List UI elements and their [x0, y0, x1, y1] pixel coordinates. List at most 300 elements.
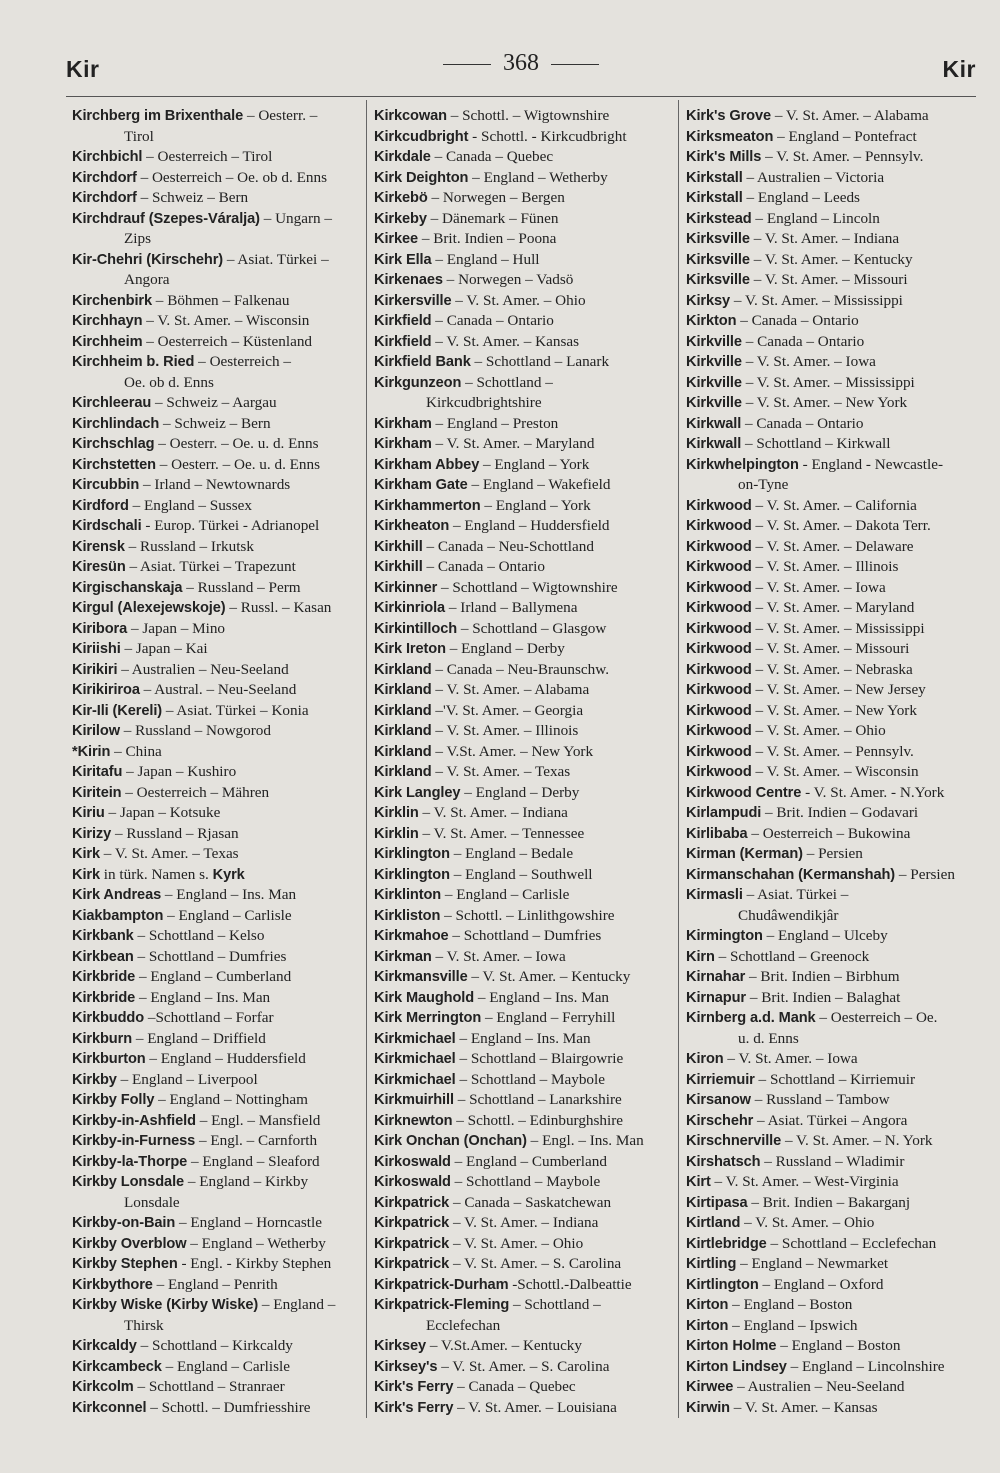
entry-place-name: Kirn — [686, 948, 715, 965]
entry-place-name: Kirlibaba — [686, 825, 748, 842]
entry-location: – V. St. Amer. – Wisconsin — [751, 763, 919, 780]
entry-location: – V. St. Amer. – Kentucky — [467, 968, 631, 985]
gazetteer-entry — [686, 106, 976, 127]
entry-place-name: Kirkby — [72, 1071, 117, 1088]
entry-location: – V. St. Amer. – New Jersey — [751, 681, 926, 698]
entry-place-name: Kirkby-in-Ashfield — [72, 1112, 196, 1129]
entry-location: – England – Cumberland — [450, 1152, 607, 1170]
entry-place-name: Kirwee — [686, 1379, 734, 1395]
column-separator — [678, 100, 679, 1418]
entry-location: – Asiat. Türkei – Angora — [753, 1111, 908, 1129]
entry-place-name: Kirkhill — [374, 538, 423, 555]
entry-place-name: Kirkcolm — [72, 1379, 134, 1395]
entry-location: – England – York — [479, 455, 590, 473]
header-right-keyword: Kir — [942, 56, 976, 82]
entry-location: – Schottland – Maybole — [455, 1070, 605, 1088]
entry-place-name: Kirtlington — [686, 1276, 759, 1293]
entry-place-name: Kirkpatrick — [374, 1194, 450, 1211]
gazetteer-entry — [72, 1029, 362, 1050]
entry-place-name: Kirkwood — [686, 682, 752, 698]
entry-location: – Oesterreich – Bukowina — [747, 824, 911, 842]
gazetteer-entry — [72, 393, 362, 414]
entry-place-name: Kirilow — [72, 723, 120, 739]
gazetteer-entry — [72, 332, 362, 353]
gazetteer-entry — [686, 557, 976, 578]
entry-location: – V. St. Amer. – S. Carolina — [449, 1255, 622, 1272]
entry-location: – Oesterr. – Oe. u. d. Enns — [154, 435, 319, 452]
gazetteer-entry — [72, 250, 362, 271]
entry-place-name: Kirkmuirhill — [374, 1092, 454, 1108]
gazetteer-entry — [72, 926, 362, 947]
gazetteer-entry — [686, 209, 976, 230]
gazetteer-entry — [686, 373, 976, 394]
entry-place-name: Kirchberg im Brixenthale — [72, 108, 244, 124]
gazetteer-entry — [686, 1111, 976, 1132]
entry-place-name: Kirikiriroa — [72, 682, 140, 698]
entry-place-name: Kirkwood — [686, 497, 752, 514]
gazetteer-entry — [72, 1234, 362, 1255]
entry-place-name: Kirkville — [686, 354, 742, 370]
entry-location: – England – Sussex — [128, 496, 252, 514]
gazetteer-entry — [374, 926, 674, 947]
entry-location: – V. St. Amer. – Missouri — [749, 271, 908, 288]
gazetteer-entry — [686, 291, 976, 312]
gazetteer-entry — [686, 803, 976, 824]
entry-continuation: Oe. ob d. Enns — [124, 373, 214, 391]
gazetteer-entry — [72, 455, 362, 476]
entry-location: – England – Carlisle — [441, 886, 570, 903]
entry-place-name: Kirkburton — [72, 1051, 146, 1067]
gazetteer-entry — [72, 1295, 362, 1316]
entry-place-name: Kirksville — [686, 272, 750, 288]
entry-location: – Norwegen – Vadsö — [442, 271, 574, 288]
entry-place-name: Kirkfield Bank — [374, 354, 471, 370]
entry-place-name: Kirkbride — [72, 989, 136, 1006]
gazetteer-entry — [374, 783, 674, 804]
entry-place-name: Kirk Langley — [374, 784, 461, 801]
gazetteer-entry — [72, 906, 362, 927]
entry-place-name: Kiritein — [72, 784, 122, 801]
entry-location: – Persien — [895, 865, 955, 883]
gazetteer-entry — [686, 701, 976, 722]
entry-place-name: Kirkham — [374, 436, 432, 452]
entry-place-name: Kiresün — [72, 559, 126, 575]
entry-place-name: Kirkham — [374, 415, 432, 432]
gazetteer-entry — [374, 414, 674, 435]
gazetteer-entry — [686, 455, 976, 476]
entry-location: – England – Lincolnshire — [786, 1357, 945, 1375]
entry-location: – Brit. Indien – Bakarganj — [747, 1193, 911, 1211]
entry-place-name: Kirchbichl — [72, 149, 143, 165]
entry-place-name: Kirschehr — [686, 1112, 754, 1129]
entry-location: – England – Nottingham — [154, 1091, 308, 1108]
entry-location: – V. St. Amer. – Illinois — [751, 558, 899, 575]
entry-place-name: Kirchschlag — [72, 436, 155, 452]
entry-location: – V. St. Amer. – Iowa — [723, 1050, 858, 1067]
entry-place-name: Kirton Holme — [686, 1338, 777, 1354]
entry-location: – England – Wetherby — [186, 1234, 326, 1252]
gazetteer-entry — [686, 1295, 976, 1316]
entry-location: –'V. St. Amer. – Georgia — [431, 701, 584, 719]
gazetteer-entry — [72, 660, 362, 681]
entry-location: - England - Newcastle- — [798, 455, 944, 473]
entry-location: – Asiat. Türkei – Konia — [162, 701, 309, 719]
entry-location: – V. St. Amer. – Wisconsin — [142, 312, 310, 329]
entry-place-name: Kirschnerville — [686, 1133, 782, 1149]
entry-place-name: Kirkcambeck — [72, 1358, 162, 1375]
entry-place-name: Kirkbride — [72, 969, 136, 985]
gazetteer-entry — [686, 947, 976, 968]
gazetteer-entry — [686, 168, 976, 189]
gazetteer-entry — [374, 578, 674, 599]
gazetteer-entry — [374, 455, 674, 476]
entry-location: – Schottland – — [461, 373, 553, 391]
gazetteer-entry — [686, 865, 976, 886]
entry-place-name: Kirkfield — [374, 333, 432, 350]
entry-place-name: Kirksey — [374, 1338, 427, 1354]
entry-place-name: Kirmington — [686, 928, 763, 944]
entry-place-name: Kirwin — [686, 1399, 730, 1416]
entry-place-name: Kirchhayn — [72, 313, 143, 329]
entry-place-name: Kirkwood — [686, 661, 752, 678]
entry-place-name: Kirkwall — [686, 436, 742, 452]
entry-place-name: Kirkwall — [686, 415, 742, 432]
gazetteer-entry — [686, 926, 976, 947]
gazetteer-entry — [72, 1357, 362, 1378]
entry-place-name: Kirkville — [686, 333, 742, 350]
entry-place-name: Kirksmeaton — [686, 128, 774, 145]
gazetteer-entry — [72, 1377, 362, 1398]
entry-place-name: Kirchheim — [72, 333, 143, 350]
gazetteer-entry — [72, 680, 362, 701]
entry-place-name: Kirk — [72, 866, 100, 883]
gazetteer-entry — [374, 127, 674, 148]
entry-location: – Oesterreich – Oe. ob d. Enns — [136, 168, 327, 186]
entry-location: – Schottland – Greenock — [714, 947, 870, 965]
entry-place-name: Kirchdorf — [72, 190, 137, 206]
gazetteer-entry — [686, 1398, 976, 1419]
entry-location: – Schottl. – Dumfriesshire — [146, 1398, 311, 1416]
entry-place-name: Kirmanschahan (Kermanshah) — [686, 866, 896, 883]
entry-location: – Canada – Ontario — [431, 312, 554, 329]
entry-place-name: Kirkbuddo — [72, 1010, 145, 1026]
gazetteer-entry — [686, 393, 976, 414]
gazetteer-entry — [686, 1275, 976, 1296]
entry-location: – Canada – Ontario — [741, 414, 864, 432]
gazetteer-entry — [686, 1193, 976, 1214]
header-dash-right — [551, 64, 599, 65]
gazetteer-entry — [686, 885, 976, 906]
entry-place-name: Kirkwhelpington — [686, 456, 799, 473]
entry-place-name: Kirtland — [686, 1215, 741, 1231]
gazetteer-entry — [686, 270, 976, 291]
entry-place-name: Kirkland — [374, 723, 432, 739]
gazetteer-entry — [374, 1254, 674, 1275]
entry-location: – V. St. Amer. – Missouri — [751, 640, 910, 657]
entry-location: – V. St. Amer. – Iowa — [751, 578, 886, 596]
entry-place-name: Kirnahar — [686, 969, 746, 985]
entry-location: – England – Ins. Man — [474, 988, 610, 1006]
entry-location: – England – Boston — [776, 1337, 901, 1354]
entry-location: – Russland – Perm — [182, 578, 301, 596]
gazetteer-entry — [374, 639, 674, 660]
entry-location: – V. St. Amer. – Iowa — [431, 947, 566, 965]
entry-place-name: Kirkinner — [374, 579, 438, 596]
gazetteer-entry — [374, 598, 674, 619]
entry-place-name: Kirk Merrington — [374, 1010, 482, 1026]
entry-place-name: Kirkheaton — [374, 518, 450, 534]
entry-location: – England – — [258, 1296, 336, 1313]
entry-place-name: Kirkby Lonsdale — [72, 1174, 185, 1190]
entry-continuation: Ecclefechan — [426, 1316, 501, 1334]
entry-place-name: Kirkersville — [374, 292, 452, 309]
entry-location: – Oesterreich – Küstenland — [142, 332, 313, 350]
entry-location: - Schottl. - Kirkcudbright — [468, 127, 627, 145]
gazetteer-entry — [686, 496, 976, 517]
gazetteer-entry — [374, 1111, 674, 1132]
gazetteer-entry — [72, 209, 362, 230]
gazetteer-entry — [374, 475, 674, 496]
entry-location: – V. St. Amer. – Texas — [100, 845, 239, 862]
entry-place-name: Kirkton — [686, 313, 737, 329]
entry-cross-reference: Kyrk — [212, 866, 245, 883]
gazetteer-entry — [72, 311, 362, 332]
entry-location: – V. St. Amer. – West-Virginia — [710, 1173, 899, 1190]
entry-location: – Australien – Neu-Seeland — [117, 660, 289, 678]
entry-location: – V. St. Amer. – N. York — [781, 1132, 933, 1149]
entry-location: – V. St. Amer. – Alabama — [771, 107, 929, 124]
entry-location: – Engl. – Ins. Man — [526, 1132, 644, 1149]
gazetteer-entry — [686, 1234, 976, 1255]
gazetteer-entry — [72, 557, 362, 578]
gazetteer-entry — [72, 947, 362, 968]
entry-place-name: Kirkwood — [686, 723, 752, 739]
entry-place-name: Kirkfield — [374, 313, 432, 329]
entry-location: – Japan – Kushiro — [122, 763, 237, 780]
gazetteer-entry — [374, 188, 674, 209]
entry-location: – V. St. Amer. – Ohio — [751, 722, 886, 739]
entry-place-name: *Kirin — [72, 743, 111, 760]
gazetteer-entry — [374, 906, 674, 927]
entry-place-name: Kirkmahoe — [374, 928, 449, 944]
gazetteer-entry — [374, 209, 674, 230]
gazetteer-entry — [72, 762, 362, 783]
gazetteer-entry — [72, 516, 362, 537]
entry-continuation: on-Tyne — [738, 476, 789, 493]
gazetteer-entry — [686, 1336, 976, 1357]
entry-location: – Asiat. Türkei – — [223, 250, 329, 268]
gazetteer-entry — [374, 1172, 674, 1193]
entry-location: – Brit. Indien – Balaghat — [746, 988, 901, 1006]
entry-place-name: Kirkoswald — [374, 1174, 451, 1190]
entry-location: – England – Preston — [431, 414, 559, 432]
entry-location: – Canada – Ontario — [741, 332, 865, 350]
entry-location: – England – Derby — [460, 783, 580, 801]
entry-location: – V. St. Amer. – Indiana — [449, 1214, 599, 1231]
entry-location: – Russl. – Kasan — [225, 599, 332, 616]
gazetteer-entry — [374, 537, 674, 558]
entry-place-name: Kirkpatrick — [374, 1235, 450, 1252]
entry-place-name: Kirkwood — [686, 743, 752, 760]
entry-location: – Brit. Indien – Birbhum — [745, 968, 900, 985]
gazetteer-entry — [686, 1357, 976, 1378]
gazetteer-entry — [72, 147, 362, 168]
entry-place-name: Kirkpatrick-Fleming — [374, 1297, 510, 1313]
entry-place-name: Kirksville — [686, 231, 750, 247]
entry-place-name: Kirtlebridge — [686, 1235, 767, 1252]
entry-continuation: Tirol — [124, 127, 154, 145]
gazetteer-entry — [72, 1070, 362, 1091]
gazetteer-entry — [72, 967, 362, 988]
gazetteer-entry — [72, 475, 362, 496]
entry-location: – England – Derby — [445, 640, 565, 657]
gazetteer-entry — [374, 844, 674, 865]
entry-location: –Schottland – Forfar — [144, 1009, 274, 1026]
entry-place-name: Kirkby-on-Bain — [72, 1215, 176, 1231]
gazetteer-entry — [686, 598, 976, 619]
gazetteer-entry — [72, 1398, 362, 1419]
entry-place-name: Kirchdrauf (Szepes-Váralja) — [72, 210, 260, 227]
gazetteer-entry — [72, 414, 362, 435]
entry-location: – V. St. Amer. – Pennsylv. — [761, 148, 924, 165]
gazetteer-entry — [686, 147, 976, 168]
entry-location: - Europ. Türkei - Adrianopel — [141, 517, 320, 534]
entry-place-name: Kirikiri — [72, 661, 118, 678]
gazetteer-entry — [72, 434, 362, 455]
entry-place-name: Kirchstetten — [72, 456, 156, 473]
gazetteer-entry — [72, 824, 362, 845]
page-header — [66, 50, 976, 86]
entry-location: – England – Ipswich — [728, 1316, 858, 1334]
entry-location: – V. St. Amer. – Alabama — [431, 681, 590, 698]
entry-location: – England – Penrith — [152, 1275, 278, 1293]
entry-location: – V. St. Amer. – Tennessee — [418, 824, 585, 842]
gazetteer-entry — [686, 783, 976, 804]
entry-location: – Canada – Ontario — [422, 558, 545, 575]
entry-location: – V. St. Amer. – Maryland — [431, 435, 595, 452]
entry-place-name: Kirk Deighton — [374, 169, 469, 186]
gazetteer-entry — [374, 291, 674, 312]
entry-location: – England – Oxford — [758, 1275, 884, 1293]
entry-place-name: Kirkwood — [686, 702, 752, 719]
entry-place-name: Kirkconnel — [72, 1399, 147, 1416]
entry-location: – V. St. Amer. – Dakota Terr. — [751, 517, 931, 534]
gazetteer-entry — [374, 1049, 674, 1070]
entry-location: – Russland – Wladimir — [760, 1152, 905, 1170]
entry-place-name: Kirkhammerton — [374, 497, 481, 514]
entry-location: – Schweiz – Bern — [159, 414, 271, 432]
gazetteer-entry — [686, 639, 976, 660]
entry-place-name: Kirkpatrick — [374, 1215, 450, 1231]
entry-place-name: Kirkwood — [686, 600, 752, 616]
gazetteer-entry — [72, 701, 362, 722]
gazetteer-entry — [72, 865, 362, 886]
gazetteer-entry — [374, 885, 674, 906]
gazetteer-entry — [374, 250, 674, 271]
gazetteer-entry — [686, 311, 976, 332]
gazetteer-entry — [686, 332, 976, 353]
entry-place-name: Kirchleerau — [72, 395, 152, 411]
entry-place-name: Kirman (Kerman) — [686, 846, 803, 862]
entry-place-name: Kirkee — [374, 231, 419, 247]
entry-location: – V. St. Amer. – Nebraska — [751, 660, 913, 678]
gazetteer-entry — [686, 127, 976, 148]
entry-location: – Schottl. – Linlithgowshire — [440, 906, 615, 924]
entry-location: – Asiat. Türkei – — [742, 886, 849, 903]
gazetteer-entry — [686, 1316, 976, 1337]
gazetteer-entry — [686, 824, 976, 845]
entry-location: – Canada – Saskatchewan — [449, 1193, 612, 1211]
gazetteer-entry — [374, 1090, 674, 1111]
gazetteer-entry — [686, 1131, 976, 1152]
entry-location: – Schottland – Lanarkshire — [453, 1091, 622, 1108]
entry-location: – Schottland – Kirriemuir — [754, 1070, 916, 1088]
entry-location: – Brit. Indien – Poona — [418, 230, 557, 247]
entry-continuation: Lonsdale — [124, 1193, 180, 1211]
entry-place-name: Kiriu — [72, 805, 105, 821]
gazetteer-entry — [72, 1336, 362, 1357]
entry-place-name: Kirkmichael — [374, 1071, 456, 1088]
entry-place-name: Kirkbean — [72, 948, 134, 965]
gazetteer-entry — [374, 496, 674, 517]
gazetteer-entry — [72, 1172, 362, 1193]
entry-location: – Canada – Neu-Schottland — [422, 537, 594, 555]
gazetteer-entry — [686, 1090, 976, 1111]
entry-location: – V. St. Amer. – California — [751, 496, 917, 514]
gazetteer-entry — [72, 1213, 362, 1234]
entry-location: – England – Carlisle — [161, 1357, 290, 1375]
entry-continuation: Zips — [124, 230, 152, 247]
entry-location: – V. St. Amer. – Louisiana — [453, 1398, 617, 1416]
gazetteer-entry — [686, 1049, 976, 1070]
entry-place-name: Kirkland — [374, 743, 432, 760]
entry-location: – Schottland – Wigtownshire — [437, 578, 618, 596]
entry-place-name: Kirkby Overblow — [72, 1235, 187, 1252]
gazetteer-entry — [374, 147, 674, 168]
gazetteer-entry — [686, 844, 976, 865]
entry-location: – Schottl. – Edinburghshire — [452, 1111, 624, 1129]
entry-location: – Asiat. Türkei – Trapezunt — [125, 558, 296, 575]
entry-place-name: Kirkbythore — [72, 1276, 153, 1293]
gazetteer-entry — [72, 578, 362, 599]
gazetteer-entry — [686, 1254, 976, 1275]
entry-continuation: Thirsk — [124, 1316, 164, 1334]
entry-location: – Schottland – Glasgow — [457, 619, 607, 637]
entry-location: – England – Ins. Man — [135, 988, 271, 1006]
entry-place-name: Kirkby-in-Furness — [72, 1133, 196, 1149]
gazetteer-entry — [72, 783, 362, 804]
gazetteer-entry — [374, 701, 674, 722]
entry-location: – V. St. Amer. – Kansas — [730, 1398, 878, 1416]
entry-place-name: Kirkhill — [374, 559, 423, 575]
gazetteer-entry — [374, 967, 674, 988]
gazetteer-entry — [686, 578, 976, 599]
entry-continuation: u. d. Enns — [738, 1029, 799, 1047]
gazetteer-entry — [686, 1070, 976, 1091]
entry-place-name: Kir-Chehri (Kirschehr) — [72, 251, 224, 268]
entry-location: – England – Hull — [431, 250, 540, 268]
gazetteer-entry — [72, 598, 362, 619]
entry-location: – V. St. Amer. – S. Carolina — [437, 1357, 610, 1375]
entry-location: – V. St. Amer. – Maryland — [751, 599, 915, 616]
entry-location: – Oesterr. – — [243, 107, 318, 124]
entry-location: – England – Wakefield — [467, 476, 611, 493]
entry-place-name: Kirknewton — [374, 1112, 453, 1129]
entry-place-name: Kirkinriola — [374, 600, 446, 616]
gazetteer-entry — [374, 619, 674, 640]
entry-location: – Schottland – Dumfries — [133, 947, 287, 965]
entry-place-name: Kirkebö — [374, 190, 428, 206]
